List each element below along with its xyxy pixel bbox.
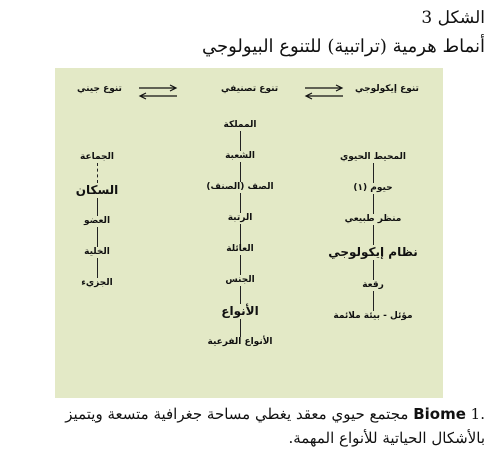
footnote-text: مجتمع حيوي معقد يغطي مساحة جغرافية متسعة ويتميز بالأشكال الحياتية للأنواع المهمة. [65,405,485,447]
connector [373,225,374,245]
ecological-item: حيوم (١) [353,183,393,193]
diagram-panel [55,68,443,398]
connector [97,227,98,247]
taxonomic-item: الصف (الصنف) [206,182,274,192]
figure-title: أنماط هرمية (تراتبية) للتنوع البيولوجي [202,36,485,57]
taxonomic-item: العائلة [226,244,254,254]
connector [97,198,98,216]
taxonomic-item: الشعبة [225,151,255,161]
header-ecological: تنوع إيكولوجي [355,84,419,94]
taxonomic-item: المملكة [223,120,257,130]
genetic-item: الجماعة [80,152,114,162]
genetic-item: السكان [75,183,119,197]
connector [240,131,241,151]
genetic-item: العضو [83,216,111,226]
connector [240,193,241,213]
taxonomic-item: الأنواع الفرعية [207,337,273,347]
connector [97,258,98,278]
connector [240,319,241,337]
column-taxonomic [180,120,300,348]
double-arrow-icon-left [137,82,179,104]
footnote-number: .1 [470,405,485,423]
ecological-item: نظام إيكولوجي [328,245,418,259]
connector [240,224,241,244]
ecological-item: المحيط الحيوي [340,152,406,162]
connector-dashed [97,163,98,183]
connector [240,162,241,182]
taxonomic-item: الأنواع [221,304,259,318]
footnote-term: Biome [413,405,466,423]
footnote [7,402,485,450]
taxonomic-item: الرتبة [227,213,253,223]
ecological-item: منظر طبيعي [344,214,402,224]
connector [240,286,241,304]
double-arrow-icon-right [303,82,345,104]
column-ecological [313,152,433,322]
connector [373,291,374,311]
figure-label: الشكل 3 [421,8,485,28]
connector [240,255,241,275]
connector [373,260,374,280]
taxonomic-item: الجنس [225,275,255,285]
connector [373,163,374,183]
ecological-item: رقعة [362,280,384,290]
header-taxonomic: تنوع تصنيفي [221,84,279,94]
header-genetic: تنوع جيني [77,84,122,94]
column-genetic [37,152,157,289]
connector [373,194,374,214]
ecological-item: مؤئل - بيئة ملائمة [333,311,413,321]
genetic-item: الخلية [84,247,110,257]
genetic-item: الجزيء [81,278,113,288]
